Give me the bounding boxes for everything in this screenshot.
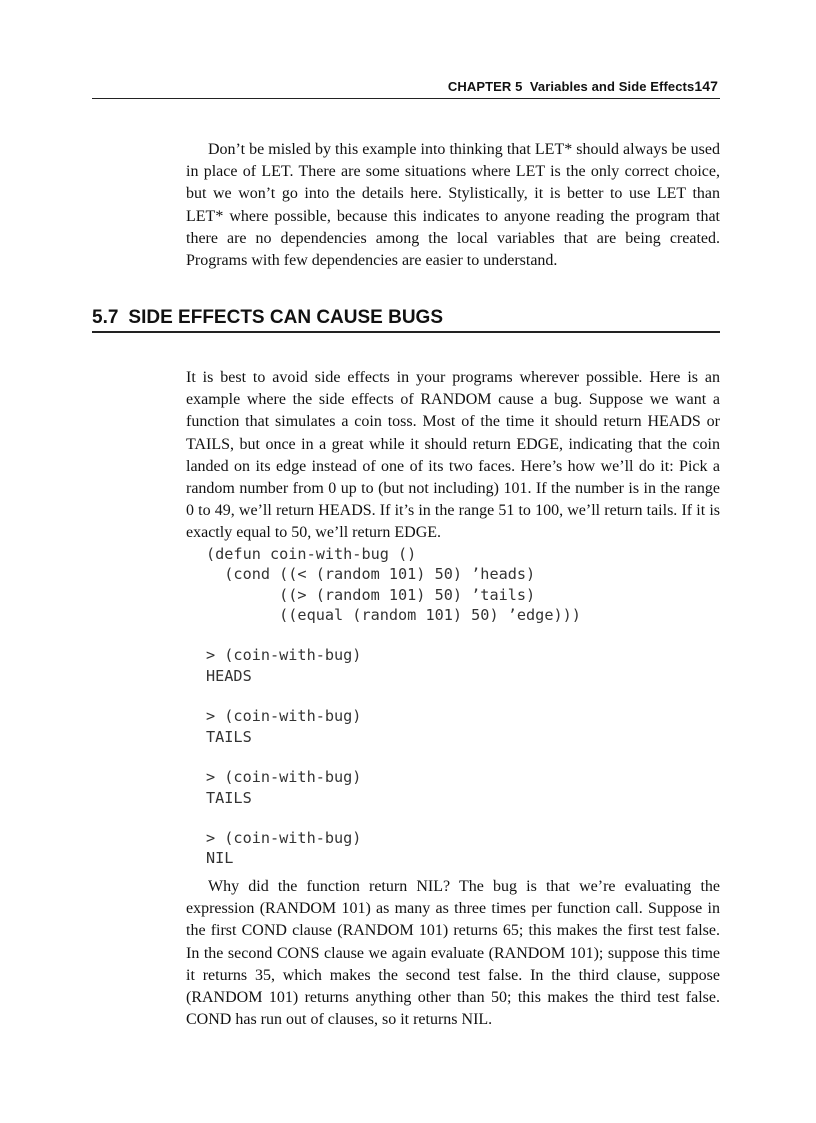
code-example: (defun coin-with-bug () (cond ((< (random 101) 50) ’heads) ((> (random 101) 50) ’tails) ((equal (random 101) 50) ’edge))) > (coin-with-bug) HEADS > (coin-with-bug) TAILS > (coin-with-bug) TAILS > (coin-with-bug) NIL: [206, 545, 581, 868]
section-title: SIDE EFFECTS CAN CAUSE BUGS: [128, 307, 444, 328]
header-chapter: CHAPTER 5: [447, 79, 523, 94]
explanation-paragraph: Why did the function return NIL? The bug is that we’re evaluating the expression (RANDOM 101) as many as three times per function call. Suppose in the first COND clause (RANDOM 101) returns 65; this makes the first test false. In the second CONS clause we again evaluate (RANDOM 101); suppose this time it returns 35, which makes the second test false. In the third clause, suppose (RANDOM 101) returns anything other than 50; this makes the third test false. COND has run out of clauses, so it returns NIL.: [186, 878, 720, 1029]
section-heading: [92, 307, 720, 333]
section-paragraph: It is best to avoid side effects in your programs wherever possible. Here is an example where the side effects of RANDOM cause a bug. Suppose we want a function that simulates a coin toss. Most of the time it should return HEADS or TAILS, but once in a great while it should return EDGE, indicating that the coin landed on its edge instead of one of its two faces. Here’s how we’ll do it: Pick a random number from 0 up to (but not including) 101. If the number is in the range 0 to 49, we’ll return HEADS. If it’s in the range 51 to 100, we’ll return tails. If it is exactly equal to 50, we’ll return EDGE.: [186, 369, 720, 542]
header-title: Variables and Side Effects: [529, 79, 695, 94]
running-header: [92, 78, 720, 99]
section-number: 5.7: [92, 307, 119, 328]
page-number: 147: [694, 78, 718, 94]
header-text: [448, 78, 718, 94]
intro-paragraph: Don’t be misled by this example into thinking that LET* should always be used in place of LET. There are some situations where LET is the only correct choice, but we won’t go into the details here. Stylistically, it is better to use LET than LET* where possible, because this indicates to anyone reading the program that there are no dependencies among the local variables that are being created. Programs with few dependencies are easier to understand.: [186, 141, 720, 270]
